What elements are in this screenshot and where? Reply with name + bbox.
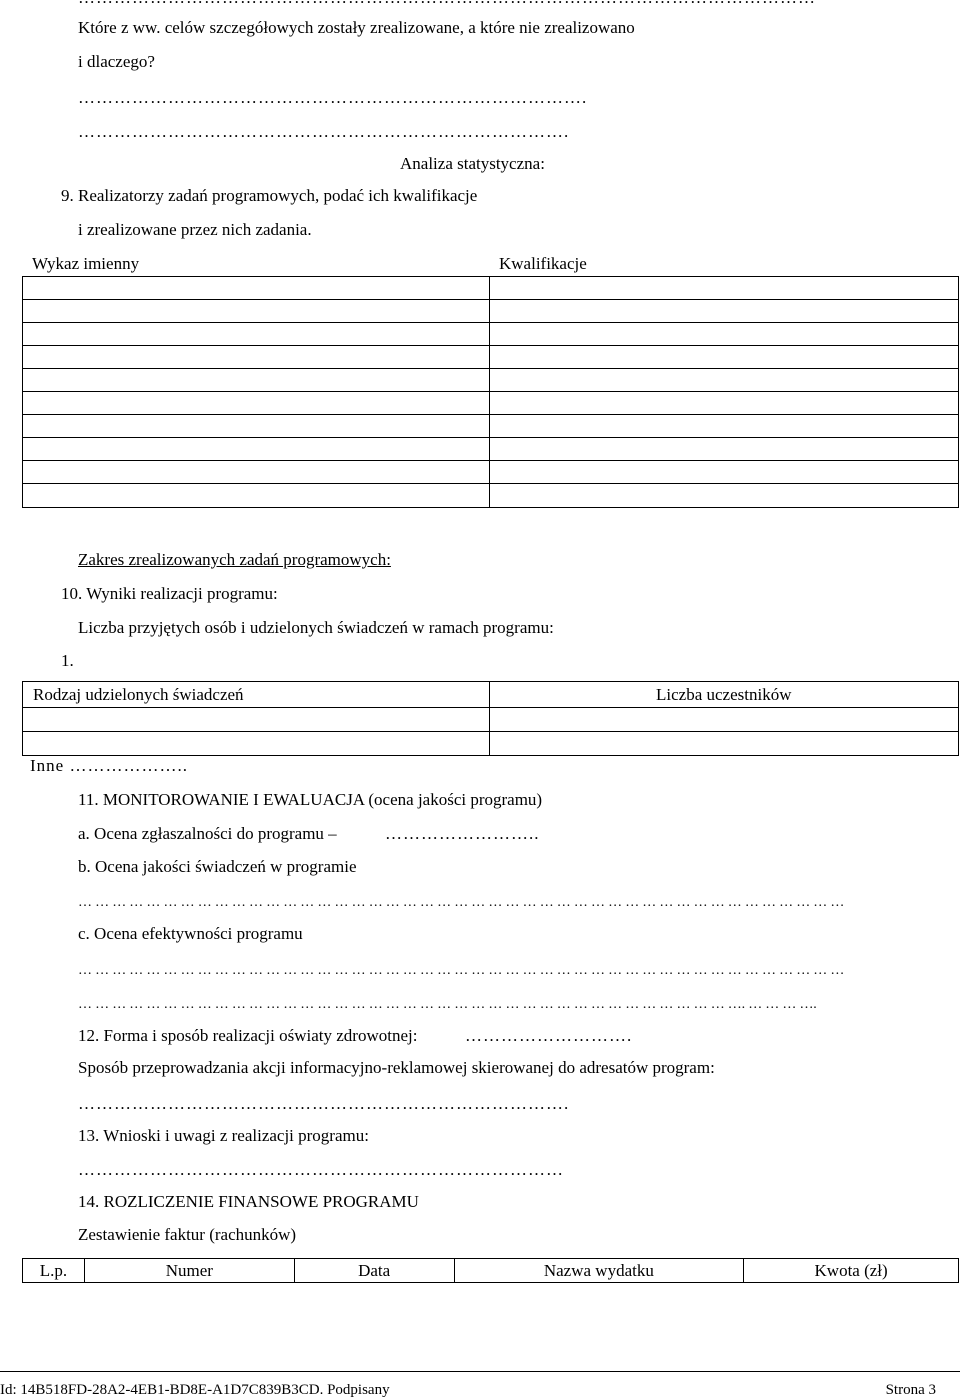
table-row [23, 323, 959, 346]
table-row [23, 484, 959, 508]
q12-subtitle: Sposób przeprowadzania akcji informacyjno-reklamowej skierowanej do adresatów program: [78, 1058, 715, 1077]
benefits-count-cell[interactable] [489, 732, 959, 756]
invoices-header-lp: L.p. [23, 1259, 85, 1283]
footer-id: Id: 14B518FD-28A2-4EB1-BD8E-A1D7C839B3CD. Podpisany [0, 1382, 390, 1398]
benefits-type-cell[interactable] [23, 708, 490, 732]
people-name-cell[interactable] [23, 300, 490, 323]
people-qual-cell[interactable] [489, 438, 959, 461]
q10-item-number: 1. [61, 651, 74, 670]
q8-text-line1: Które z ww. celów szczegółowych zostały zrealizowane, a które nie zrealizowano [78, 18, 635, 37]
people-qual-cell[interactable] [489, 369, 959, 392]
people-qual-cell[interactable] [489, 346, 959, 369]
q9-text-line1: 9. Realizatorzy zadań programowych, podać ich kwalifikacje [61, 186, 478, 205]
people-header-qual: Kwalifikacje [499, 254, 587, 273]
people-header-name: Wykaz imienny [32, 254, 140, 273]
table-row [23, 277, 959, 300]
q11-a-label: a. Ocena zgłaszalności do programu – [78, 824, 337, 843]
table-row [23, 300, 959, 323]
table-header-row [23, 682, 959, 708]
benefits-count-cell[interactable] [489, 708, 959, 732]
q13-title: 13. Wnioski i uwagi z realizacji programu: [78, 1126, 369, 1145]
stat-section-title: Analiza statystyczna: [400, 154, 545, 173]
benefits-table [22, 681, 959, 756]
inne-line: Inne ……………….. [30, 756, 188, 775]
table-row [23, 346, 959, 369]
people-grid [22, 276, 959, 508]
table-row [23, 415, 959, 438]
q11-c-dots-2: … … … … … … … … … … … … … … … … … … … … … … … … … … … … … … … … … … … … … … …. … … … …. [78, 997, 817, 1012]
people-name-cell[interactable] [23, 392, 490, 415]
benefits-header-count: Liczba uczestników [489, 682, 959, 708]
invoices-table [22, 1258, 959, 1283]
people-name-cell[interactable] [23, 277, 490, 300]
table-row [23, 461, 959, 484]
q9-text-line2: i zrealizowane przez nich zadania. [78, 220, 312, 239]
q11-title: 11. MONITOROWANIE I EWALUACJA (ocena jakości programu) [78, 790, 543, 809]
q12-title: 12. Forma i sposób realizacji oświaty zdrowotnej: [78, 1026, 418, 1045]
benefits-header-type: Rodzaj udzielonych świadczeń [23, 682, 490, 708]
people-qual-cell[interactable] [489, 323, 959, 346]
people-name-cell[interactable] [23, 369, 490, 392]
scope-label: Zakres zrealizowanych zadań programowych: [78, 550, 391, 569]
people-qual-cell[interactable] [489, 392, 959, 415]
q14-subtitle: Zestawienie faktur (rachunków) [78, 1225, 297, 1244]
people-qual-cell[interactable] [489, 415, 959, 438]
people-qual-cell[interactable] [489, 277, 959, 300]
people-name-cell[interactable] [23, 323, 490, 346]
q11-b-dots: … … … … … … … … … … … … … … … … … … … … … … … … … … … … … … … … … … … … … … … … … … … … … [78, 895, 845, 910]
q8-answer-dots-2: ………………………………………………………………………. [78, 122, 570, 141]
q12-sub-dots: ………………………………………………………………………. [78, 1094, 570, 1113]
q11-c-label: c. Ocena efektywności programu [78, 924, 303, 943]
invoices-header-date: Data [294, 1259, 454, 1283]
people-qual-cell[interactable] [489, 300, 959, 323]
q11-b-label: b. Ocena jakości świadczeń w programie [78, 857, 357, 876]
footer-page-number: Strona 3 [885, 1382, 936, 1398]
q10-subtitle: Liczba przyjętych osób i udzielonych świadczeń w ramach programu: [78, 618, 554, 637]
benefits-type-cell[interactable] [23, 732, 490, 756]
q10-title: 10. Wyniki realizacji programu: [61, 584, 278, 603]
q11-c-dots-1: … … … … … … … … … … … … … … … … … … … … … … … … … … … … … … … … … … … … … … … … … … … … … [78, 963, 845, 978]
q12-title-dots: ………………………. [465, 1026, 633, 1045]
people-name-cell[interactable] [23, 346, 490, 369]
table-header-row [23, 1259, 959, 1283]
q11-a-dots: …………………….. [385, 824, 540, 843]
table-row [23, 708, 959, 732]
top-dotted-line [78, 0, 816, 8]
q8-answer-dots-1: …………………………………………………………………………. [78, 88, 588, 107]
people-qual-cell[interactable] [489, 484, 959, 508]
people-qual-cell[interactable] [489, 461, 959, 484]
people-name-cell[interactable] [23, 438, 490, 461]
table-row [23, 732, 959, 756]
people-name-cell[interactable] [23, 484, 490, 508]
table-row [23, 392, 959, 415]
table-row [23, 438, 959, 461]
table-row [23, 369, 959, 392]
invoices-header-number: Numer [84, 1259, 294, 1283]
invoices-header-expense: Nazwa wydatku [454, 1259, 744, 1283]
invoices-header-amount: Kwota (zł) [744, 1259, 959, 1283]
q14-title: 14. ROZLICZENIE FINANSOWE PROGRAMU [78, 1192, 419, 1211]
q8-text-line2: i dlaczego? [78, 52, 155, 71]
people-name-cell[interactable] [23, 461, 490, 484]
q13-dots: ……………………………………………………………………… [78, 1160, 564, 1179]
people-name-cell[interactable] [23, 415, 490, 438]
footer-rule [0, 1371, 960, 1372]
